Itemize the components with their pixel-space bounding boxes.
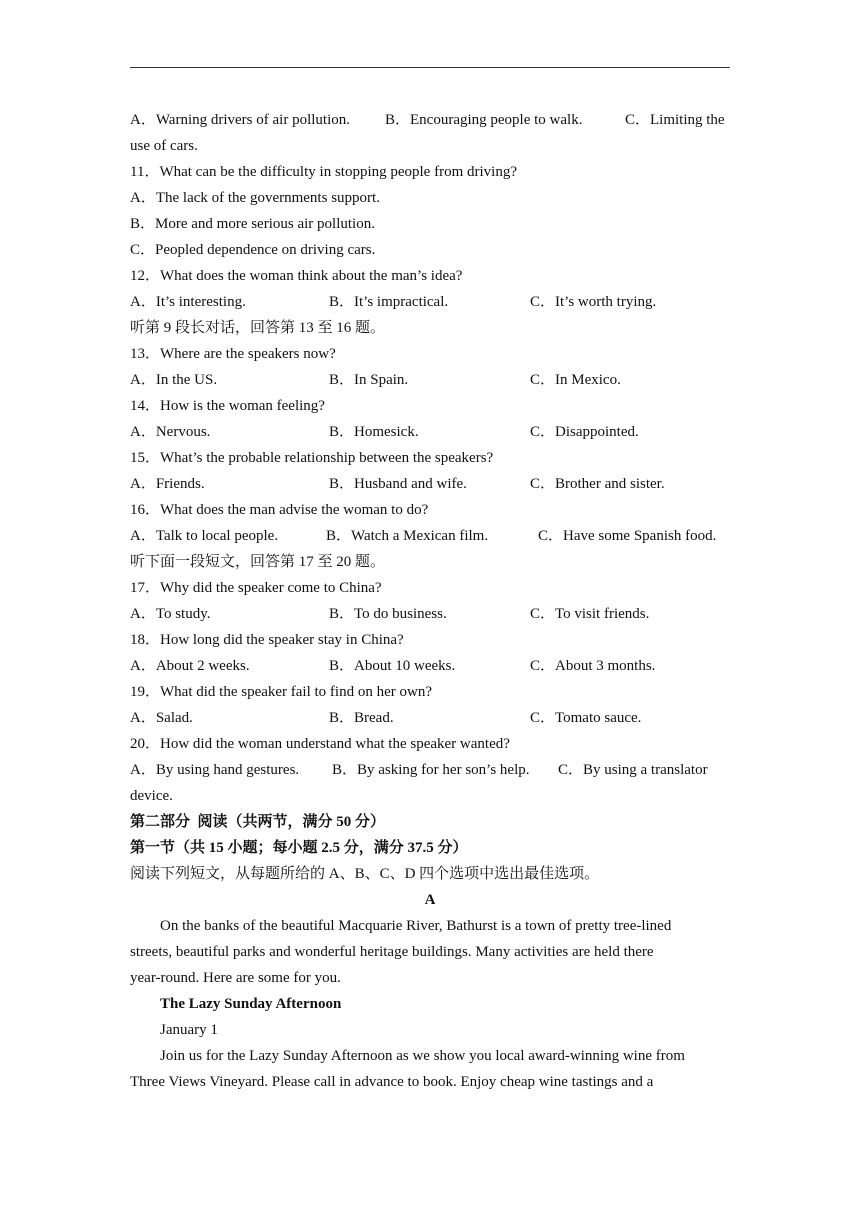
exam-page bbox=[130, 107, 730, 1095]
q15-option-a: A．Friends. bbox=[130, 476, 205, 492]
q13-option-a: A．In the US. bbox=[130, 372, 218, 388]
q10-options bbox=[130, 107, 730, 133]
q17-option-b: B．To do business. bbox=[329, 606, 447, 622]
q14-question: 14．How is the woman feeling? bbox=[130, 398, 325, 414]
passage-para1-line1: On the banks of the beautiful Macquarie River, Bathurst is a town of pretty tree-lined bbox=[160, 918, 672, 934]
q17-option-c: C．To visit friends. bbox=[530, 606, 650, 622]
q14-options bbox=[130, 419, 730, 445]
q11-option-c: C．Peopled dependence on driving cars. bbox=[130, 242, 376, 258]
q20-option-b: B．By asking for her son’s help. bbox=[332, 762, 530, 778]
q11-question: 11．What can be the difficulty in stopping people from driving? bbox=[130, 164, 517, 180]
q19-question: 19．What did the speaker fail to find on her own? bbox=[130, 684, 432, 700]
q16-question: 16．What does the man advise the woman to do? bbox=[130, 502, 429, 518]
q12-option-a: A．It’s interesting. bbox=[130, 294, 246, 310]
q20-options bbox=[130, 757, 730, 783]
q12-option-b: B．It’s impractical. bbox=[329, 294, 449, 310]
q10-option-a: A．Warning drivers of air pollution. bbox=[130, 112, 350, 128]
q13-option-c: C．In Mexico. bbox=[530, 372, 621, 388]
q10-option-c-continued: use of cars. bbox=[130, 138, 198, 154]
q15-option-c: C．Brother and sister. bbox=[530, 476, 665, 492]
instruction-short-passage: 听下面一段短文，回答第 17 至 20 题。 bbox=[130, 554, 386, 570]
q20-option-a: A．By using hand gestures. bbox=[130, 762, 300, 778]
section1-heading: 第一节（共 15 小题；每小题 2.5 分，满分 37.5 分） bbox=[130, 840, 468, 856]
event-date: January 1 bbox=[160, 1022, 218, 1038]
q18-question: 18．How long did the speaker stay in China? bbox=[130, 632, 404, 648]
event-title: The Lazy Sunday Afternoon bbox=[160, 996, 342, 1012]
q17-options bbox=[130, 601, 730, 627]
q15-question: 15．What’s the probable relationship between the speakers? bbox=[130, 450, 494, 466]
q12-option-c: C．It’s worth trying. bbox=[530, 294, 657, 310]
q12-question: 12．What does the woman think about the man’s idea? bbox=[130, 268, 463, 284]
q19-options bbox=[130, 705, 730, 731]
passage-para2-line2: Three Views Vineyard. Please call in advance to book. Enjoy cheap wine tastings and a bbox=[130, 1074, 654, 1090]
q14-option-a: A．Nervous. bbox=[130, 424, 211, 440]
q20-option-c: C．By using a translator bbox=[558, 762, 708, 778]
q18-options bbox=[130, 653, 730, 679]
q11-option-a: A．The lack of the governments support. bbox=[130, 190, 380, 206]
q13-question: 13．Where are the speakers now? bbox=[130, 346, 336, 362]
q11-option-b: B．More and more serious air pollution. bbox=[130, 216, 375, 232]
q20-option-c-continued: device. bbox=[130, 788, 173, 804]
q18-option-b: B．About 10 weeks. bbox=[329, 658, 456, 674]
q16-option-a: A．Talk to local people. bbox=[130, 528, 279, 544]
q18-option-a: A．About 2 weeks. bbox=[130, 658, 250, 674]
passage-para2-line1: Join us for the Lazy Sunday Afternoon as we show you local award-winning wine from bbox=[160, 1048, 685, 1064]
q17-option-a: A．To study. bbox=[130, 606, 211, 622]
q17-question: 17．Why did the speaker come to China? bbox=[130, 580, 382, 596]
header-rule bbox=[130, 67, 730, 68]
q15-option-b: B．Husband and wife. bbox=[329, 476, 467, 492]
passage-letter: A bbox=[424, 892, 436, 908]
q14-option-b: B．Homesick. bbox=[329, 424, 419, 440]
q18-option-c: C．About 3 months. bbox=[530, 658, 656, 674]
q19-option-a: A．Salad. bbox=[130, 710, 193, 726]
q19-option-c: C．Tomato sauce. bbox=[530, 710, 642, 726]
q16-options bbox=[130, 523, 730, 549]
q19-option-b: B．Bread. bbox=[329, 710, 394, 726]
q12-options bbox=[130, 289, 730, 315]
passage-para1-line3: year-round. Here are some for you. bbox=[130, 970, 341, 986]
passage-para1-line2: streets, beautiful parks and wonderful heritage buildings. Many activities are held there bbox=[130, 944, 654, 960]
q14-option-c: C．Disappointed. bbox=[530, 424, 639, 440]
q10-option-b: B．Encouraging people to walk. bbox=[385, 112, 583, 128]
q10-option-c: C．Limiting the bbox=[625, 112, 725, 128]
reading-instruction: 阅读下列短文，从每题所给的 A、B、C、D 四个选项中选出最佳选项。 bbox=[130, 866, 600, 882]
instruction-dialogue-9: 听第 9 段长对话，回答第 13 至 16 题。 bbox=[130, 320, 386, 336]
q15-options bbox=[130, 471, 730, 497]
q13-options bbox=[130, 367, 730, 393]
q20-question: 20．How did the woman understand what the speaker wanted? bbox=[130, 736, 510, 752]
q13-option-b: B．In Spain. bbox=[329, 372, 409, 388]
part2-heading: 第二部分 阅读（共两节，满分 50 分） bbox=[130, 814, 386, 830]
q16-option-b: B．Watch a Mexican film. bbox=[326, 528, 489, 544]
q16-option-c: C．Have some Spanish food. bbox=[538, 528, 717, 544]
